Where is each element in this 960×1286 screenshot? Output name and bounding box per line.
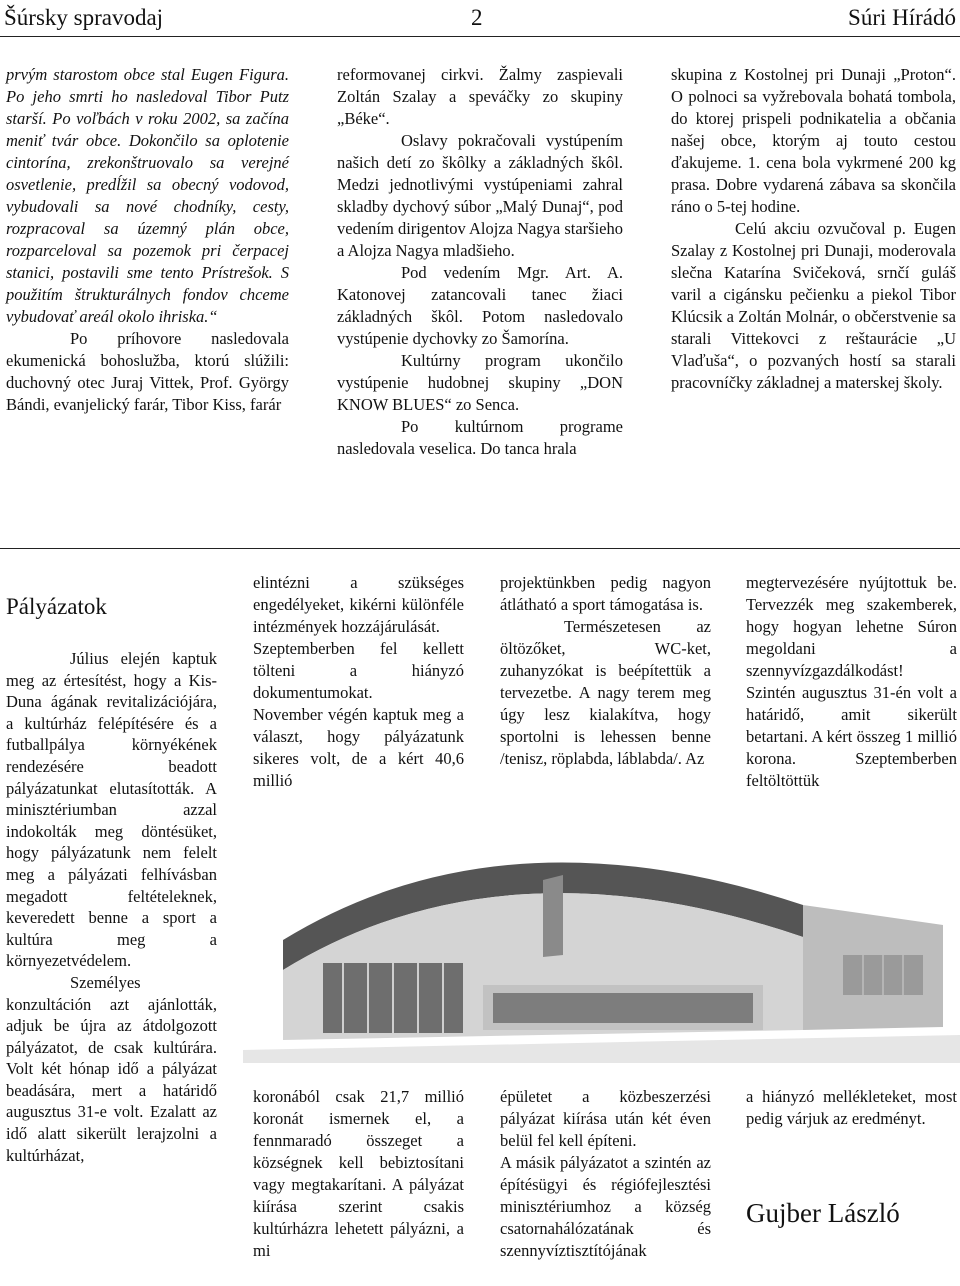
paragraph: a hiányzó mellékleteket, most pedig várjuk az eredményt. xyxy=(746,1087,957,1128)
header-slovak-title: Šúrsky spravodaj xyxy=(4,5,164,30)
paragraph: megtervezésére nyújtottuk be. Tervezzék meg szakemberek, hogy hogyan lehetne Súron megoldani a szennyvízgazdálkodást! xyxy=(746,573,957,680)
hungarian-column-4-top xyxy=(746,572,957,792)
header-hungarian-title: Súri Hírádó xyxy=(848,5,956,30)
paragraph: projektünkben pedig nagyon átlátható a sport támogatása is. xyxy=(500,573,711,614)
slovak-column-2 xyxy=(337,64,623,460)
hungarian-column-2-bottom xyxy=(253,1086,464,1262)
paragraph: Szeptemberben fel kellett tölteni a hiányzó dokumentumokat. xyxy=(253,639,464,702)
paragraph: Kultúrny program ukončilo vystúpenie hudobnej skupiny „DON KNOW BLUES“ zo Senca. xyxy=(337,351,623,414)
slovak-column-1 xyxy=(6,64,289,416)
paragraph: Pod vedením Mgr. Art. A. Katonovej zatancovali tanec žiaci základných škôl. Potom nasledovalo vystúpenie dychovky zo Šamorína. xyxy=(337,263,623,348)
paragraph: skupina z Kostolnej pri Dunaji „Proton“. O polnoci sa vyžrebovala bohatá tombola, do ktorej prispeli podnikatelia a občania našej obce, ktorým aj touto cestou ďakujeme. 1. cena bola vykrmené 200 kg prasa. Dobre vydarená zábava sa skončila ráno o 5-tej hodine. xyxy=(671,65,956,216)
slovak-column-3 xyxy=(671,64,956,394)
paragraph: Természetesen az öltözőket, WC-ket, zuhanyzókat is beépítettük a tervezetbe. A nagy terem meg úgy lesz kialakítva, hogy sportolni is lehessen benne /tenisz, röplabda, láblabda/. Az xyxy=(500,617,711,768)
paragraph: koronából csak 21,7 millió koronát ismernek el, a fennmaradó összeget a községnek kell bebiztosítani vagy megtakarítani. A pályázat kiírása szerint csakis kultúrházra lehetett pályázni, a mi xyxy=(253,1087,464,1260)
paragraph: prvým starostom obce stal Eugen Figura. Po jeho smrti ho nasledoval Tibor Putz starší. Po voľbách v roku 2002, sa začína meniť tvár obce. Dokončilo sa oplotenie cintorína, zrekonštruovalo sa verejné osvetlenie, predĺžil sa obecný vodovod, vybudovali sa nové chodníky, cesty, rozpracoval sa územný plán obce, rozparceloval sa pozemok pri čerpacej stanici, postavili sme tento Prístrešok. S použitím štrukturálnych fondov chceme vybudovať areál okolo ihriska.“ xyxy=(6,65,289,326)
hungarian-column-2-top xyxy=(253,572,464,792)
building-rendering-icon xyxy=(243,845,960,1063)
paragraph: Július elején kaptuk meg az értesítést, hogy a Kis-Duna ágának revitalizációjára, a kultúrház felépítésére és a futballpálya környékének rendezésére beadott pályázatunkat elutasították. A minisztériumban azzal indokolták meg döntésüket, hogy pályázatunk nem felelt meg a pályázati felhívásban megadott feltételeknek, keveredett benne a sport a kultúra meg a környezetvédelem. xyxy=(6,649,217,971)
header-rule xyxy=(0,36,960,37)
section-divider xyxy=(0,548,960,549)
hungarian-column-3-bottom xyxy=(500,1086,711,1262)
paragraph: Oslavy pokračovali vystúpením našich detí zo škôlky a základných škôl. Medzi jednotlivými vystúpeniami zahral skladby dychový súbor „Malý Dunaj“, pod vedením dirigentov Alojza Nagya staršieho a Alojza Nagya mladšieho. xyxy=(337,131,623,260)
paragraph: November végén kaptuk meg a választ, hogy pályázatunk sikeres volt, de a kért 40,6 millió xyxy=(253,705,464,790)
hungarian-column-3-top xyxy=(500,572,711,770)
paragraph: épületet a közbeszerzési pályázat kiírása után két éven belül fel kell építeni. xyxy=(500,1087,711,1150)
paragraph: Po príhovore nasledovala ekumenická bohoslužba, ktorú slúžili: duchovný otec Juraj Vittek, Prof. György Bándi, evanjelický farár, Tibor Kiss, farár xyxy=(6,329,289,414)
hungarian-column-4-bottom xyxy=(746,1086,957,1130)
page-number: 2 xyxy=(471,5,483,30)
page-header xyxy=(0,0,960,36)
paragraph: Személyes konzultáción azt ajánlották, adjuk be újra az átdolgozott pályázatot, de csak kultúrára. Volt két hónap idő a pályázat beadására, mert a határidő augusztus 31-e volt. Ezalatt az idő alatt sikerült lerajzolni a kultúrházat, xyxy=(6,972,217,1165)
paragraph: A másik pályázatot a szintén az építésügyi és régiófejlesztési minisztériumhoz a község csatornahálózatának és szennyvíztisztítójának xyxy=(500,1153,711,1260)
paragraph: Po kultúrnom programe nasledovala veselica. Do tanca hrala xyxy=(337,417,623,458)
paragraph: elintézni a szükséges engedélyeket, kikérni különféle intézmények hozzájárulását. xyxy=(253,573,464,636)
paragraph: Szintén augusztus 31-én volt a határidő, amit sikerült betartani. A kért összeg 1 millió korona. Szeptemberben feltöltöttük xyxy=(746,683,957,790)
hungarian-column-1 xyxy=(6,648,217,1166)
paragraph: reformovanej cirkvi. Žalmy zaspievali Zoltán Szalay a speváčky zo skupiny „Béke“. xyxy=(337,65,623,128)
author-signature: Gujber László xyxy=(746,1198,900,1228)
paragraph: Celú akciu ozvučoval p. Eugen Szalay z Kostolnej pri Dunaji, moderovala slečna Katarína Svičeková, srnčí guláš varil a cigánsku pečienku a piekol Tibor Klúcsik a Zoltán Molnár, o občerstvenie sa starali Vittekovci z reštaurácie „U Vlaďuša“, o pozvaných hostí sa starali pracovníčky základnej a materskej školy. xyxy=(671,219,956,392)
article-title: Pályázatok xyxy=(6,594,107,619)
